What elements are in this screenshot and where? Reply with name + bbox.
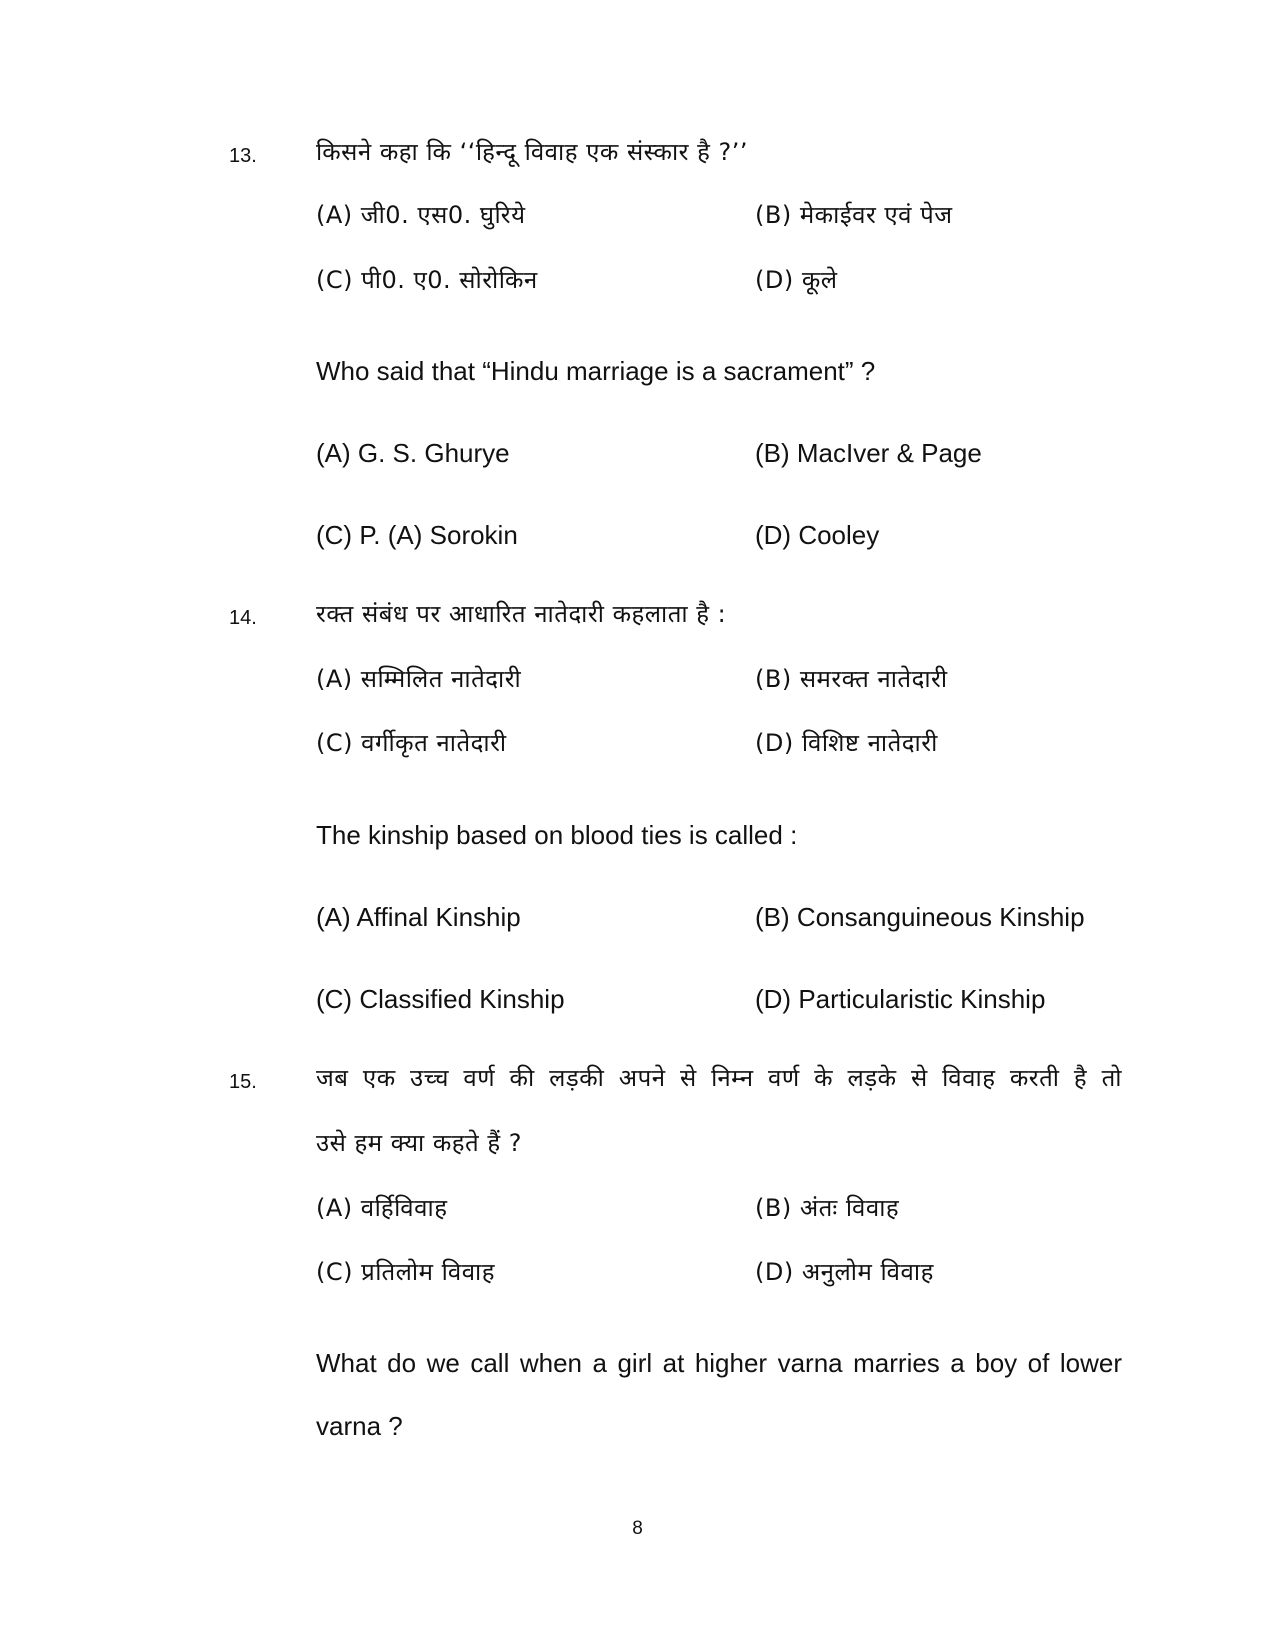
hindi-option-a: (A) जी0. एस0. घुरिये — [316, 201, 526, 229]
hindi-option-b: (B) समरक्त नातेदारी — [755, 665, 948, 693]
hindi-question-text-line-2: उसे हम क्या कहते हैं ? — [316, 1129, 522, 1157]
english-option-d: (D) Cooley — [755, 520, 880, 550]
english-question-text-line-1: What do we call when a girl at higher varna marries a boy of lower — [316, 1348, 1122, 1378]
english-question-text-line-2: varna ? — [316, 1411, 403, 1441]
english-question-text: Who said that “Hindu marriage is a sacrament” ? — [316, 356, 876, 386]
hindi-option-b: (B) मेकाईवर एवं पेज — [755, 201, 953, 229]
hindi-question-text: किसने कहा कि ‘‘हिन्दू विवाह एक संस्कार है ?’’ — [316, 138, 748, 166]
english-option-b: (B) Consanguineous Kinship — [755, 902, 1085, 932]
hindi-question-text: रक्त संबंध पर आधारित नातेदारी कहलाता है : — [316, 600, 727, 628]
hindi-question-text-line-1: जब एक उच्च वर्ण की लड़की अपने से निम्न वर्ण के लड़के से विवाह करती है तो — [316, 1064, 1122, 1092]
hindi-option-a: (A) वर्हिविवाह — [316, 1194, 448, 1222]
hindi-option-d: (D) कूले — [755, 266, 838, 294]
hindi-option-b: (B) अंतः विवाह — [755, 1194, 900, 1222]
english-question-text: The kinship based on blood ties is called : — [316, 820, 798, 850]
question-number: 13. — [229, 145, 257, 167]
english-option-c: (C) P. (A) Sorokin — [316, 520, 518, 550]
english-option-a: (A) G. S. Ghurye — [316, 438, 510, 468]
hindi-option-c: (C) वर्गीकृत नातेदारी — [316, 729, 507, 757]
english-option-d: (D) Particularistic Kinship — [755, 984, 1046, 1014]
hindi-option-c: (C) प्रतिलोम विवाह — [316, 1258, 495, 1286]
hindi-option-d: (D) विशिष्ट नातेदारी — [755, 729, 938, 757]
hindi-option-d: (D) अनुलोम विवाह — [755, 1258, 934, 1286]
question-number: 14. — [229, 607, 257, 629]
english-option-a: (A) Affinal Kinship — [316, 902, 521, 932]
hindi-option-a: (A) सम्मिलित नातेदारी — [316, 665, 522, 693]
page-number: 8 — [632, 1518, 643, 1539]
hindi-option-c: (C) पी0. ए0. सोरोकिन — [316, 266, 538, 294]
question-number: 15. — [229, 1071, 257, 1093]
english-option-b: (B) MacIver & Page — [755, 438, 982, 468]
english-option-c: (C) Classified Kinship — [316, 984, 565, 1014]
